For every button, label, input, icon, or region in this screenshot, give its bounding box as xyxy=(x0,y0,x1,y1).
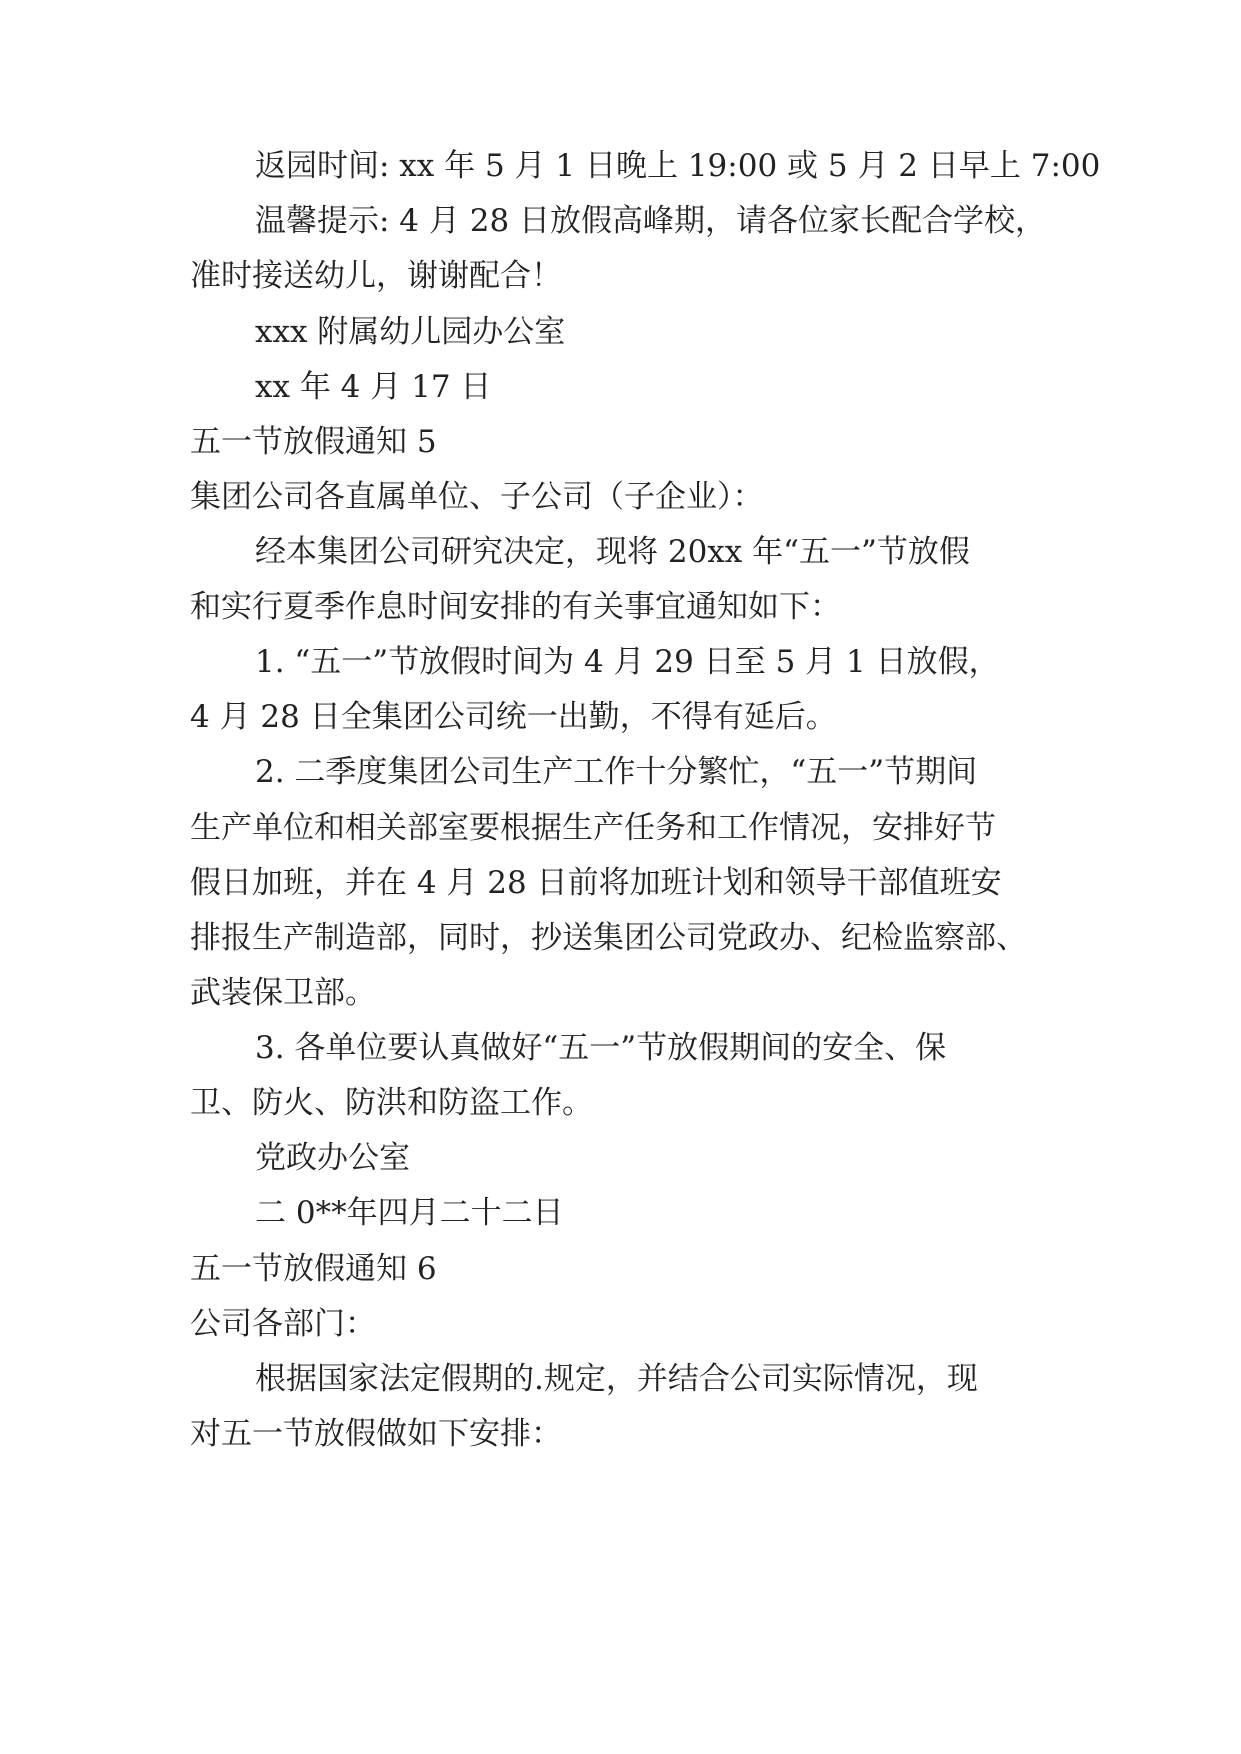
notice5-item3-line-2: 卫、防火、防洪和防盗工作。 xyxy=(190,1085,593,1121)
return-time-line: 返园时间: xx 年 5 月 1 日晚上 19:00 或 5 月 2 日早上 7:00 xyxy=(255,148,1101,184)
notice5-intro-line-1: 经本集团公司研究决定，现将 20xx 年“五一”节放假 xyxy=(255,534,970,570)
tip-line-1: 温馨提示: 4 月 28 日放假高峰期，请各位家长配合学校， xyxy=(255,203,1047,239)
notice5-item2-line-2: 生产单位和相关部室要根据生产任务和工作情况，安排好节 xyxy=(190,810,996,846)
notice5-signature: 党政办公室 xyxy=(255,1140,410,1176)
notice5-date: 二 0**年四月二十二日 xyxy=(255,1195,564,1231)
kindergarten-signature: xxx 附属幼儿园办公室 xyxy=(255,314,566,350)
notice5-item2-line-1: 2. 二季度集团公司生产工作十分繁忙，“五一”节期间 xyxy=(255,754,978,790)
notice5-item2-line-3: 假日加班，并在 4 月 28 日前将加班计划和领导干部值班安 xyxy=(190,865,1002,901)
notice6-title: 五一节放假通知 6 xyxy=(190,1251,437,1287)
tip-line-2: 准时接送幼儿，谢谢配合！ xyxy=(190,258,562,294)
notice6-body-line-1: 根据国家法定假期的.规定，并结合公司实际情况，现 xyxy=(255,1361,978,1397)
notice5-item1-line-1: 1. “五一”节放假时间为 4 月 29 日至 5 月 1 日放假， xyxy=(255,644,1000,680)
notice6-body-line-2: 对五一节放假做如下安排： xyxy=(190,1416,562,1452)
notice5-item1-line-2: 4 月 28 日全集团公司统一出勤，不得有延后。 xyxy=(190,699,837,735)
notice5-recipient: 集团公司各直属单位、子公司（子企业）： xyxy=(190,479,764,515)
kindergarten-date: xx 年 4 月 17 日 xyxy=(255,369,492,405)
notice5-item3-line-1: 3. 各单位要认真做好“五一”节放假期间的安全、保 xyxy=(255,1030,947,1066)
notice6-recipient: 公司各部门： xyxy=(190,1306,376,1342)
notice5-title: 五一节放假通知 5 xyxy=(190,424,437,460)
notice5-intro-line-2: 和实行夏季作息时间安排的有关事宜通知如下： xyxy=(190,589,841,625)
notice5-item2-line-5: 武装保卫部。 xyxy=(190,975,376,1011)
notice5-item2-line-4: 排报生产制造部，同时，抄送集团公司党政办、纪检监察部、 xyxy=(190,920,1027,956)
